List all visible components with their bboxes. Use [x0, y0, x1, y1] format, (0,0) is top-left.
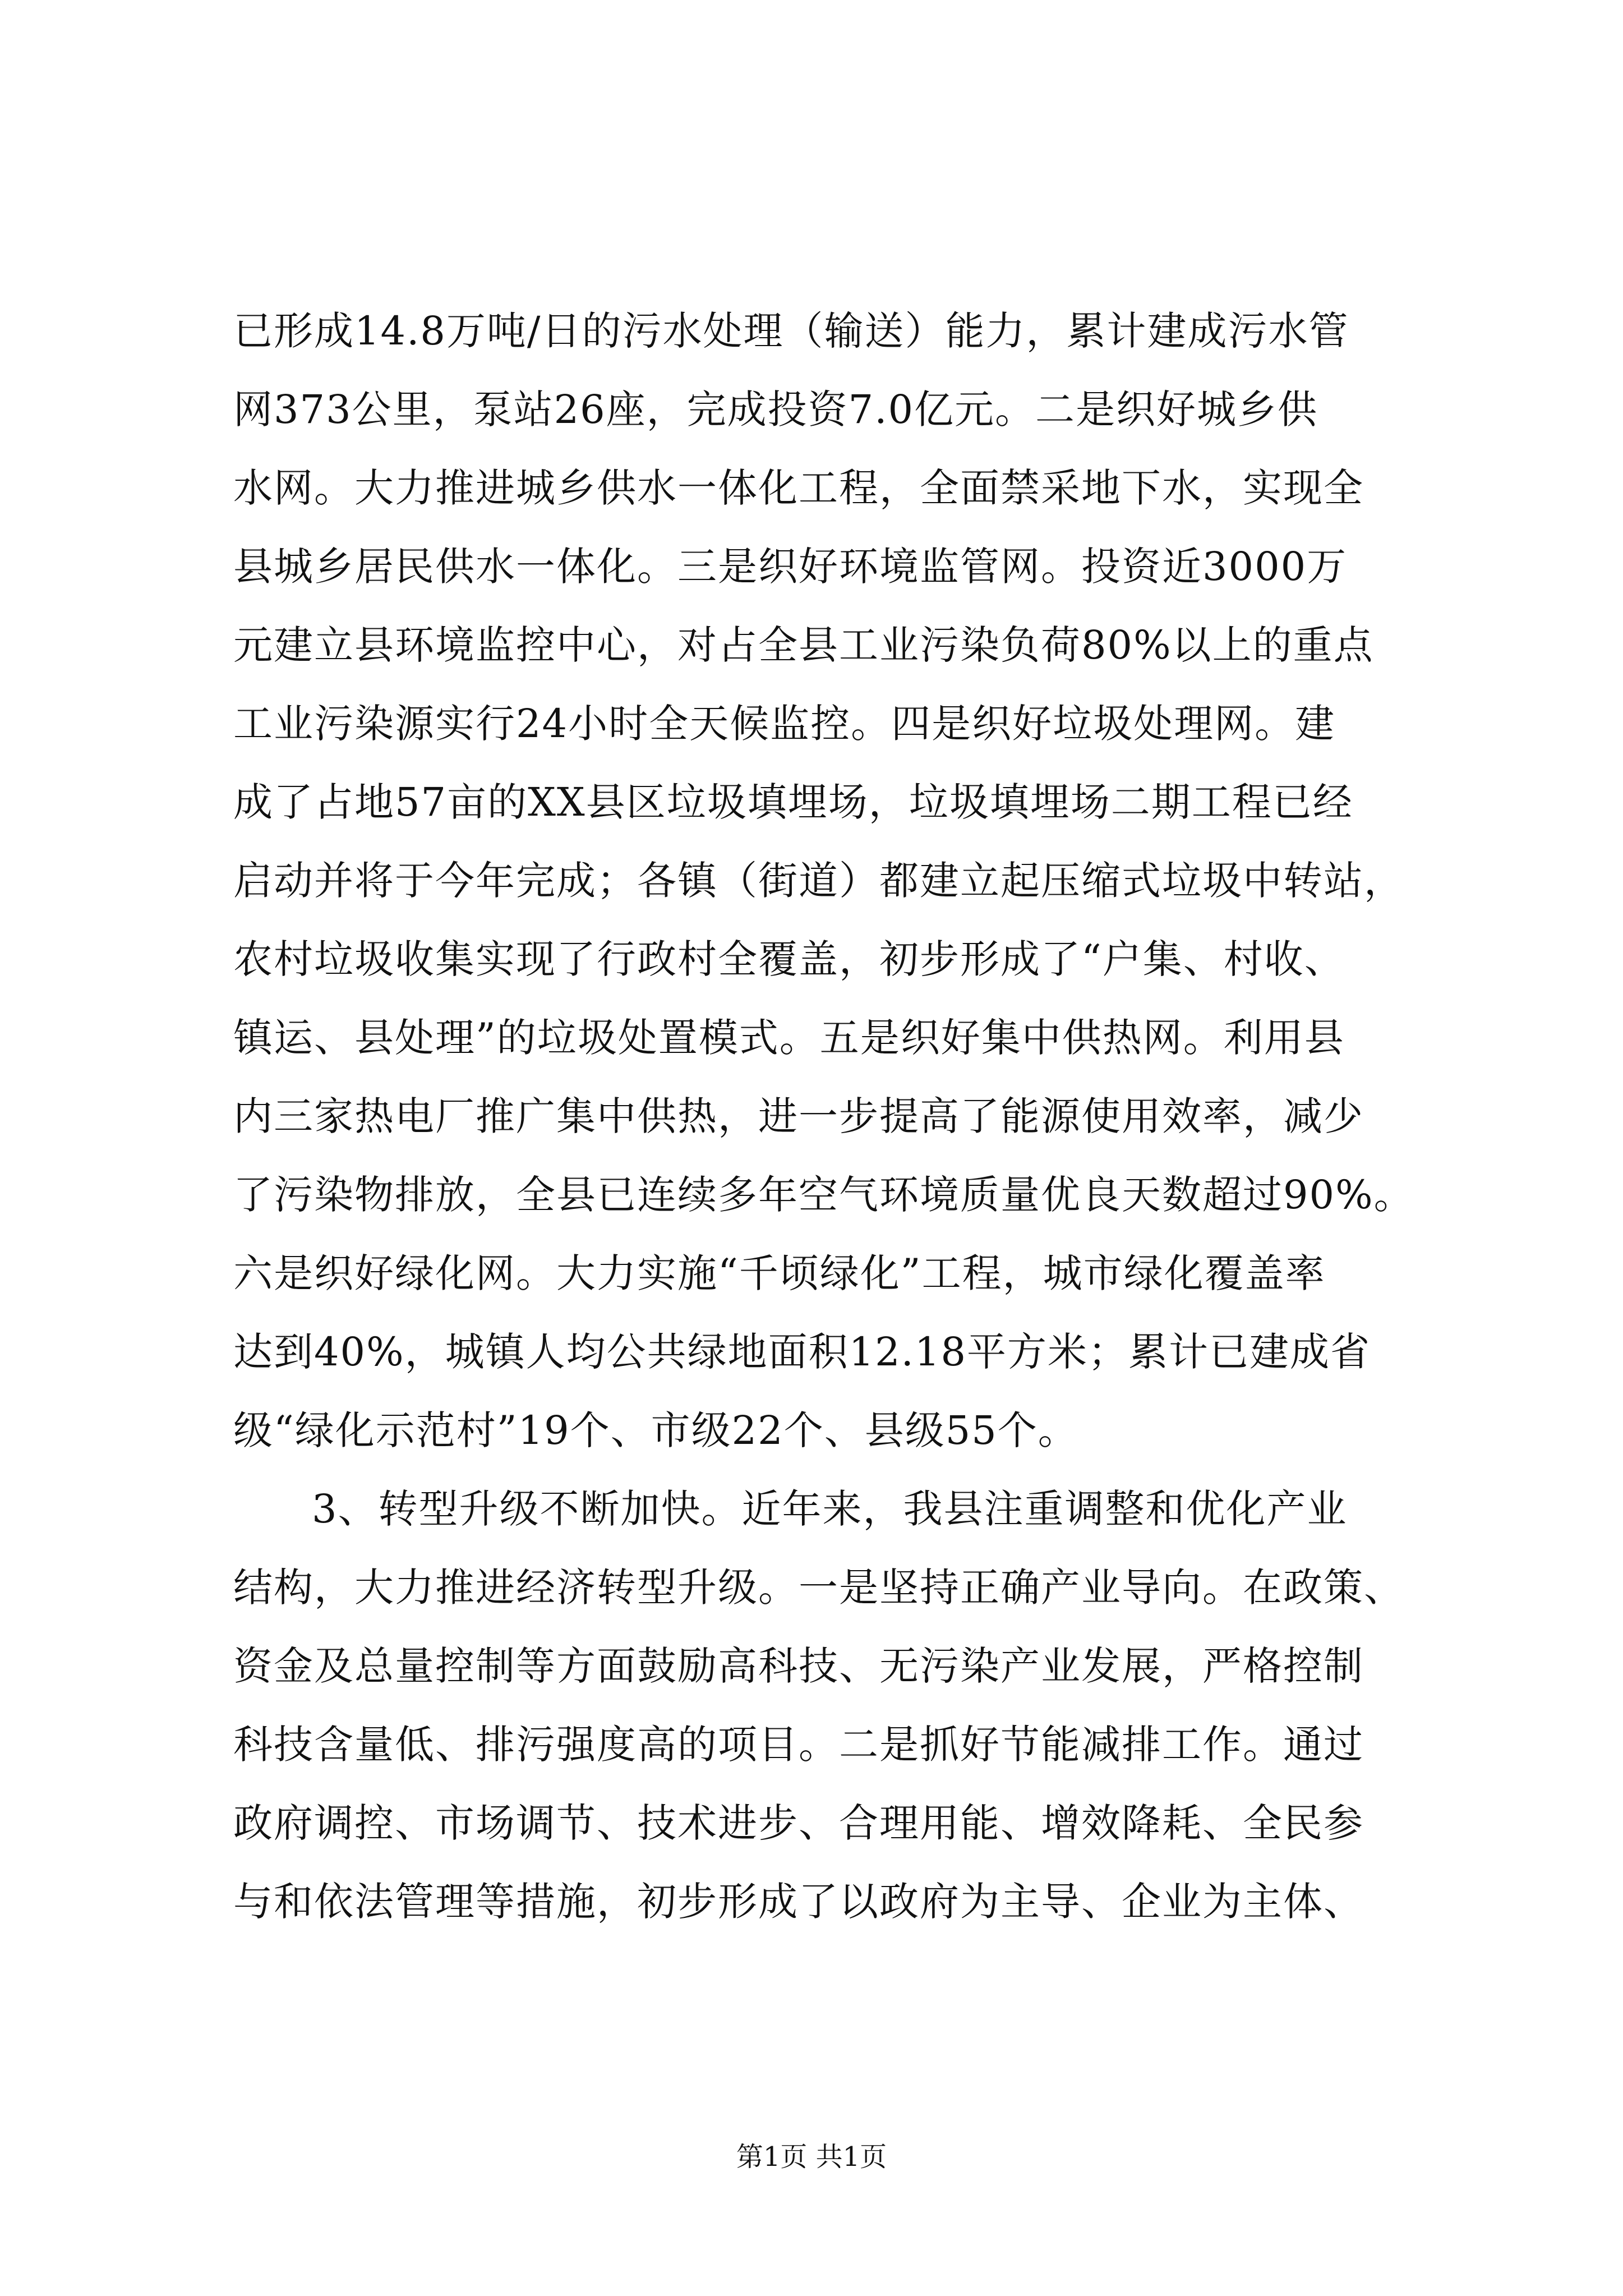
- text-line: 与和依法管理等措施，初步形成了以政府为主导、企业为主体、: [233, 1879, 1364, 1925]
- text-line: 资金及总量控制等方面鼓励高科技、无污染产业发展，严格控制: [233, 1643, 1364, 1689]
- page-number-label: 第1页 共1页: [736, 2141, 887, 2173]
- text-line: 六是织好绿化网。大力实施“千顷绿化”工程，城市绿化覆盖率: [233, 1250, 1326, 1296]
- text-line: 元建立县环境监控中心，对占全县工业污染负荷80%以上的重点: [233, 622, 1374, 668]
- text-line: 达到40%，城镇人均公共绿地面积12.18平方米；累计已建成省: [233, 1329, 1371, 1375]
- text-line: 网373公里，泵站26座，完成投资7.0亿元。二是织好城乡供: [233, 386, 1318, 432]
- text-line: 政府调控、市场调节、技术进步、合理用能、增效降耗、全民参: [233, 1800, 1364, 1846]
- text-line: 已形成14.8万吨/日的污水处理（输送）能力，累计建成污水管: [233, 308, 1349, 354]
- body-text: [233, 292, 1414, 1941]
- text-line: 启动并将于今年完成；各镇（街道）都建立起压缩式垃圾中转站，: [233, 858, 1404, 904]
- paragraph-start-line: 3、转型升级不断加快。近年来，我县注重调整和优化产业: [312, 1486, 1348, 1532]
- text-line: 了污染物排放，全县已连续多年空气环境质量优良天数超过90%。: [233, 1172, 1414, 1218]
- text-line: 内三家热电厂推广集中供热，进一步提高了能源使用效率，减少: [233, 1093, 1364, 1139]
- text-line: 级“绿化示范村”19个、市级22个、县级55个。: [233, 1407, 1078, 1453]
- page-footer: [0, 2140, 1623, 2174]
- text-line: 镇运、县处理”的垃圾处置模式。五是织好集中供热网。利用县: [233, 1015, 1345, 1061]
- text-line: 县城乡居民供水一体化。三是织好环境监管网。投资近3000万: [233, 544, 1348, 590]
- text-line: 工业污染源实行24小时全天候监控。四是织好垃圾处理网。建: [233, 701, 1336, 747]
- text-line: 成了占地57亩的XX县区垃圾填埋场，垃圾填埋场二期工程已经: [233, 779, 1353, 825]
- text-line: 科技含量低、排污强度高的项目。二是抓好节能减排工作。通过: [233, 1722, 1364, 1768]
- text-line: 结构，大力推进经济转型升级。一是坚持正确产业导向。在政策、: [233, 1565, 1404, 1611]
- text-line: 水网。大力推进城乡供水一体化工程，全面禁采地下水，实现全: [233, 465, 1364, 511]
- text-line: 农村垃圾收集实现了行政村全覆盖，初步形成了“户集、村收、: [233, 936, 1345, 982]
